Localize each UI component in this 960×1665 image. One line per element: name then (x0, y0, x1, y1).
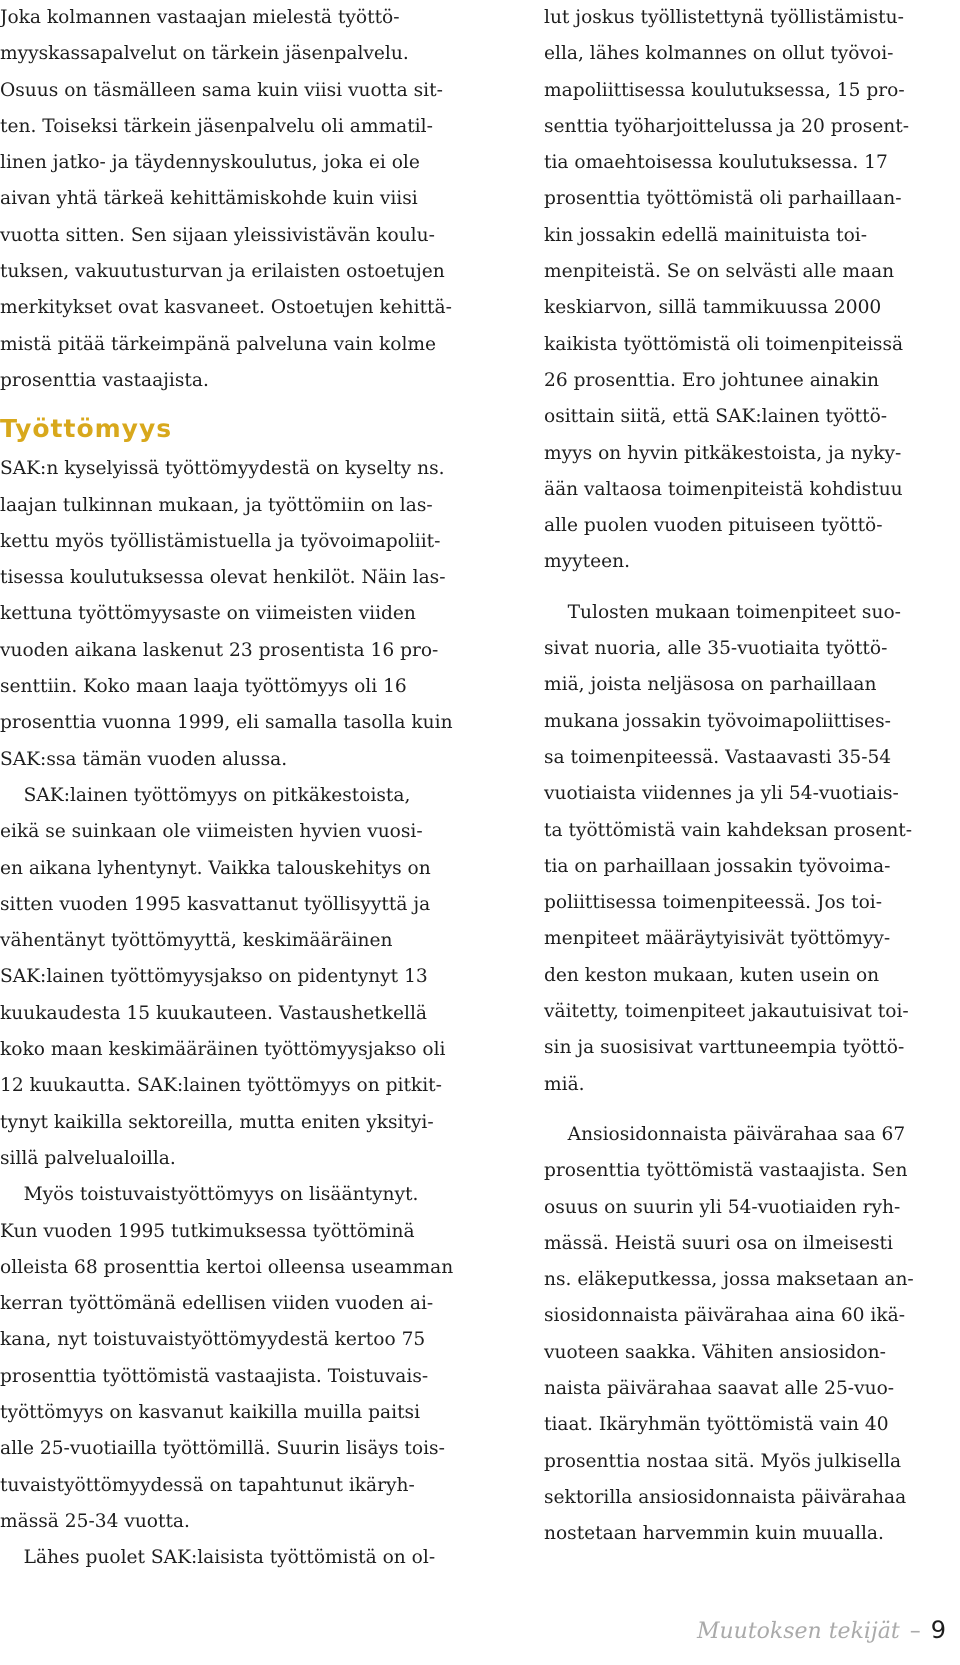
text-line: prosenttia työttömistä vastaajista. Toistuvais- (0, 1365, 429, 1387)
page-footer (697, 1615, 946, 1645)
footer-separator: – (909, 1619, 921, 1644)
text-line: kerran työttömänä edellisen viiden vuoden ai- (0, 1293, 434, 1315)
text-line: Ansiosidonnaista päivärahaa saa 67 (544, 1123, 906, 1145)
text-line: alle puolen vuoden pituiseen työttö- (544, 515, 883, 537)
text-line: mässä. Heistä suuri osa on ilmeisesti (544, 1232, 893, 1254)
text-line: en aikana lyhentynyt. Vaikka talouskehitys on (0, 857, 431, 879)
text-line: sektorilla ansiosidonnaista päivärahaa (544, 1486, 907, 1508)
text-line: väitetty, toimenpiteet jakautuisivat toi- (544, 1001, 909, 1023)
left-column (0, 0, 478, 1576)
text-line: ella, lähes kolmannes on ollut työvoi- (544, 43, 894, 65)
text-line: prosenttia nostaa sitä. Myös julkisella (544, 1450, 902, 1472)
text-line: SAK:lainen työttömyysjakso on pidentynyt 13 (0, 966, 428, 988)
text-line: keskiarvon, sillä tammikuussa 2000 (544, 297, 882, 319)
text-line: SAK:ssa tämän vuoden alussa. (0, 748, 288, 770)
paragraph-gap (544, 1103, 954, 1117)
text-line: senttiin. Koko maan laaja työttömyys oli 16 (0, 676, 407, 698)
text-line: myyteen. (544, 551, 631, 573)
text-line: menpiteet määräytyisivät työttömyy- (544, 928, 891, 950)
text-line: prosenttia työttömistä vastaajista. Sen (544, 1160, 908, 1182)
text-line: miä, joista neljäsosa on parhaillaan (544, 674, 877, 696)
text-line: siosidonnaista päivärahaa aina 60 ikä- (544, 1305, 905, 1327)
right-block-2 (544, 595, 954, 1103)
text-line: ään valtaosa toimenpiteistä kohdistuu (544, 478, 903, 500)
text-line: aivan yhtä tärkeä kehittämiskohde kuin viisi (0, 188, 418, 210)
text-line: vuotiaista viidennes ja yli 54-vuotiais- (544, 783, 899, 805)
text-line: vähentänyt työttömyyttä, keskimääräinen (0, 930, 393, 952)
text-line: SAK:n kyselyissä työttömyydestä on kyselty ns. (0, 458, 445, 480)
text-line: menpiteistä. Se on selvästi alle maan (544, 261, 895, 283)
text-line: poliittisessa toimenpiteessä. Jos toi- (544, 892, 882, 914)
text-line: lut joskus työllistettynä työllistämistu- (544, 7, 904, 28)
text-line: Joka kolmannen vastaajan mielestä työttö- (0, 7, 400, 28)
text-line: sin ja suosisivat varttuneempia työttö- (544, 1037, 905, 1059)
text-line: miä. (544, 1073, 585, 1095)
text-line: prosenttia vuonna 1999, eli samalla tasolla kuin (0, 712, 453, 734)
text-line: mässä 25-34 vuotta. (0, 1510, 190, 1532)
text-line: vuoteen saakka. Vähiten ansiosidon- (544, 1341, 886, 1363)
text-line: ta työttömistä vain kahdeksan prosent- (544, 819, 913, 841)
paragraph-gap (544, 581, 954, 595)
text-line: sivat nuoria, alle 35-vuotiaita työttö- (544, 638, 888, 660)
text-line: prosenttia vastaajista. (0, 369, 209, 391)
text-line: kaikista työttömistä oli toimenpiteissä (544, 333, 904, 355)
text-line: työttömyys on kasvanut kaikilla muilla paitsi (0, 1401, 421, 1423)
text-line: vuotta sitten. Sen sijaan yleissivistävän koulu- (0, 224, 435, 246)
text-line: Osuus on täsmälleen sama kuin viisi vuotta sit- (0, 79, 443, 101)
text-line: mukana jossakin työvoimapoliittises- (544, 710, 891, 732)
text-line: tynyt kaikilla sektoreilla, mutta eniten yksityi- (0, 1111, 434, 1133)
text-line: SAK:lainen työttömyys on pitkäkestoista, (0, 784, 411, 806)
text-line: olleista 68 prosenttia kertoi olleensa useamman (0, 1256, 454, 1278)
text-line: tuksen, vakuutusturvan ja erilaisten ostoetujen (0, 261, 445, 283)
text-line: 12 kuukautta. SAK:lainen työttömyys on pitkit- (0, 1075, 442, 1097)
text-line: sitten vuoden 1995 kasvattanut työllisyyttä ja (0, 893, 431, 915)
text-line: tia omaehtoisessa koulutuksessa. 17 (544, 152, 888, 174)
page-number: 9 (930, 1616, 946, 1644)
text-line: osittain siitä, että SAK:lainen työttö- (544, 406, 888, 428)
text-line: kettuna työttömyysaste on viimeisten viiden (0, 603, 416, 625)
text-line: Lähes puolet SAK:laisista työttömistä on ol- (0, 1547, 436, 1569)
text-line: senttia työharjoittelussa ja 20 prosent- (544, 115, 909, 137)
text-line: linen jatko- ja täydennyskoulutus, joka ei ole (0, 152, 420, 174)
text-line: ns. eläkeputkessa, jossa maksetaan an- (544, 1269, 914, 1291)
text-line: den keston mukaan, kuten usein on (544, 964, 880, 986)
text-line: myyskassapalvelut on tärkein jäsenpalvelu. (0, 43, 409, 65)
right-column (544, 0, 954, 1552)
text-line: Tulosten mukaan toimenpiteet suo- (544, 601, 901, 623)
publication-title: Muutoksen tekijät (696, 1619, 900, 1644)
text-line: Kun vuoden 1995 tutkimuksessa työttöminä (0, 1220, 415, 1242)
text-line: kin jossakin edellä mainituista toi- (544, 224, 868, 246)
text-line: merkitykset ovat kasvaneet. Ostoetujen kehittä- (0, 297, 452, 319)
section-heading: Työttömyys (0, 414, 173, 444)
text-line: tia on parhaillaan jossakin työvoima- (544, 855, 891, 877)
text-line: laajan tulkinnan mukaan, ja työttömiin on las- (0, 494, 433, 516)
text-line: nostetaan harvemmin kuin muualla. (544, 1523, 884, 1545)
text-line: koko maan keskimääräinen työttömyysjakso oli (0, 1039, 446, 1061)
text-line: mapoliittisessa koulutuksessa, 15 pro- (544, 79, 905, 101)
text-line: kuukaudesta 15 kuukauteen. Vastaushetkellä (0, 1002, 427, 1024)
text-line: ten. Toiseksi tärkein jäsenpalvelu oli ammatil- (0, 115, 433, 137)
text-line: prosenttia työttömistä oli parhaillaan- (544, 188, 902, 210)
text-line: tisessa koulutuksessa olevat henkilöt. Näin las- (0, 567, 446, 589)
text-line: tiaat. Ikäryhmän työttömistä vain 40 (544, 1414, 889, 1436)
text-line: sillä palvelualoilla. (0, 1147, 176, 1169)
right-block-1 (544, 0, 954, 581)
text-line: kettu myös työllistämistuella ja työvoimapoliit- (0, 530, 441, 552)
text-line: sa toimenpiteessä. Vastaavasti 35-54 (544, 746, 892, 768)
text-line: osuus on suurin yli 54-vuotiaiden ryh- (544, 1196, 901, 1218)
text-line: 26 prosenttia. Ero johtunee ainakin (544, 369, 879, 391)
text-line: vuoden aikana laskenut 23 prosentista 16 pro- (0, 639, 439, 661)
text-line: alle 25-vuotiailla työttömillä. Suurin lisäys tois- (0, 1438, 445, 1460)
text-line: tuvaistyöttömyydessä on tapahtunut ikäryh- (0, 1474, 415, 1496)
left-block-2 (0, 451, 478, 1576)
text-line: eikä se suinkaan ole viimeisten hyvien vuosi- (0, 821, 423, 843)
text-line: naista päivärahaa saavat alle 25-vuo- (544, 1377, 895, 1399)
left-block-1 (0, 0, 478, 399)
right-block-3 (544, 1117, 954, 1553)
text-line: mistä pitää tärkeimpänä palveluna vain kolme (0, 333, 437, 355)
text-line: kana, nyt toistuvaistyöttömyydestä kertoo 75 (0, 1329, 426, 1351)
text-line: Myös toistuvaistyöttömyys on lisääntynyt. (0, 1184, 419, 1206)
text-line: myys on hyvin pitkäkestoista, ja nyky- (544, 442, 902, 464)
